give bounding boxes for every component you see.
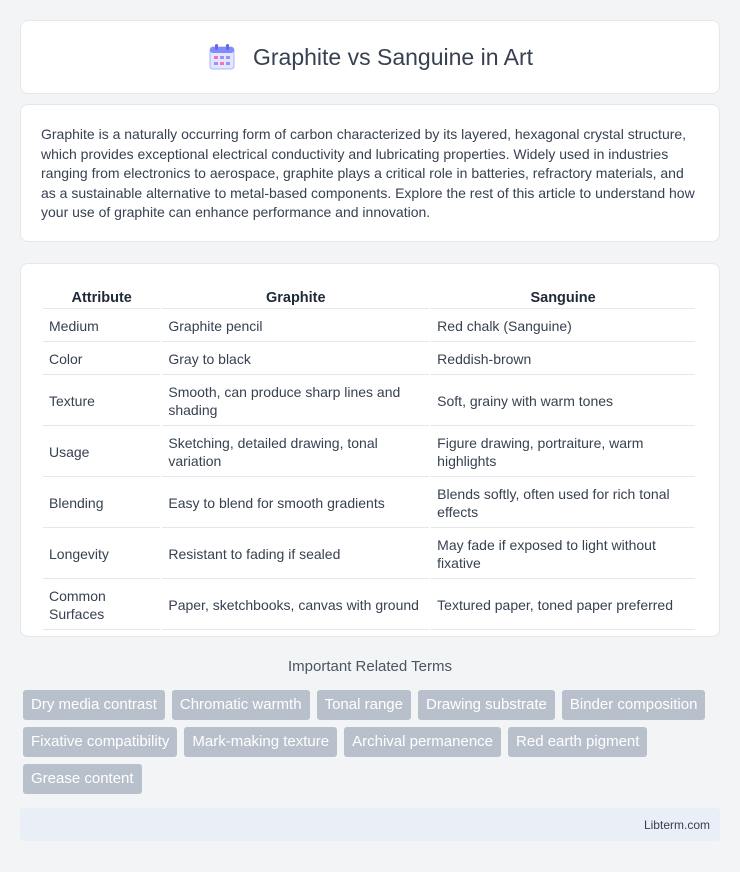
table-row bbox=[43, 344, 695, 375]
table-row bbox=[43, 479, 695, 528]
comparison-card bbox=[20, 263, 720, 637]
cell-graphite: Gray to black bbox=[162, 344, 429, 375]
table-row bbox=[43, 530, 695, 579]
table-row bbox=[43, 311, 695, 342]
related-term-tag[interactable]: Mark-making texture bbox=[184, 727, 337, 757]
footer bbox=[20, 808, 720, 841]
cell-attribute: Usage bbox=[43, 428, 160, 477]
cell-attribute: Common Surfaces bbox=[43, 581, 160, 630]
related-term-tag[interactable]: Binder composition bbox=[562, 690, 706, 720]
cell-sanguine: Figure drawing, portraiture, warm highlights bbox=[431, 428, 695, 477]
cell-sanguine: Blends softly, often used for rich tonal effects bbox=[431, 479, 695, 528]
related-terms-list bbox=[23, 690, 723, 794]
related-term-tag[interactable]: Fixative compatibility bbox=[23, 727, 177, 757]
cell-sanguine: May fade if exposed to light without fixative bbox=[431, 530, 695, 579]
cell-attribute: Medium bbox=[43, 311, 160, 342]
related-term-tag[interactable]: Red earth pigment bbox=[508, 727, 647, 757]
comparison-table bbox=[41, 284, 697, 632]
table-row bbox=[43, 581, 695, 630]
cell-graphite: Sketching, detailed drawing, tonal variation bbox=[162, 428, 429, 477]
header-graphite: Graphite bbox=[162, 286, 429, 309]
table-row bbox=[43, 377, 695, 426]
cell-attribute: Longevity bbox=[43, 530, 160, 579]
related-term-tag[interactable]: Archival permanence bbox=[344, 727, 501, 757]
intro-card bbox=[20, 104, 720, 242]
related-term-tag[interactable]: Tonal range bbox=[317, 690, 411, 720]
cell-sanguine: Red chalk (Sanguine) bbox=[431, 311, 695, 342]
cell-graphite: Paper, sketchbooks, canvas with ground bbox=[162, 581, 429, 630]
related-terms-title: Important Related Terms bbox=[288, 658, 452, 675]
cell-graphite: Resistant to fading if sealed bbox=[162, 530, 429, 579]
calendar-icon bbox=[207, 42, 237, 72]
table-header-row bbox=[43, 286, 695, 309]
related-term-tag[interactable]: Dry media contrast bbox=[23, 690, 165, 720]
cell-attribute: Texture bbox=[43, 377, 160, 426]
page-title: Graphite vs Sanguine in Art bbox=[253, 43, 533, 70]
related-term-tag[interactable]: Grease content bbox=[23, 764, 142, 794]
cell-attribute: Color bbox=[43, 344, 160, 375]
cell-sanguine: Reddish-brown bbox=[431, 344, 695, 375]
related-term-tag[interactable]: Drawing substrate bbox=[418, 690, 555, 720]
title-wrap bbox=[207, 42, 533, 72]
footer-site-link[interactable]: Libterm.com bbox=[643, 817, 710, 832]
header-attribute: Attribute bbox=[43, 286, 160, 309]
cell-attribute: Blending bbox=[43, 479, 160, 528]
cell-sanguine: Textured paper, toned paper preferred bbox=[431, 581, 695, 630]
header-sanguine: Sanguine bbox=[431, 286, 695, 309]
related-term-tag[interactable]: Chromatic warmth bbox=[172, 690, 310, 720]
cell-graphite: Smooth, can produce sharp lines and shading bbox=[162, 377, 429, 426]
header-card bbox=[20, 20, 720, 94]
cell-graphite: Graphite pencil bbox=[162, 311, 429, 342]
cell-sanguine: Soft, grainy with warm tones bbox=[431, 377, 695, 426]
intro-text: Graphite is a naturally occurring form of carbon characterized by its layered, hexagonal crystal structure, which provides exceptional electrical conductivity and lubricating properties. Widely used in industries ranging from electronics to aerospace, graphite plays a critical role in batteries, refractory materials, and as a sustainable alternative to metal-based components. Explore the rest of this article to understand how your use of graphite can enhance performance and innovation. bbox=[41, 126, 695, 221]
cell-graphite: Easy to blend for smooth gradients bbox=[162, 479, 429, 528]
table-row bbox=[43, 428, 695, 477]
